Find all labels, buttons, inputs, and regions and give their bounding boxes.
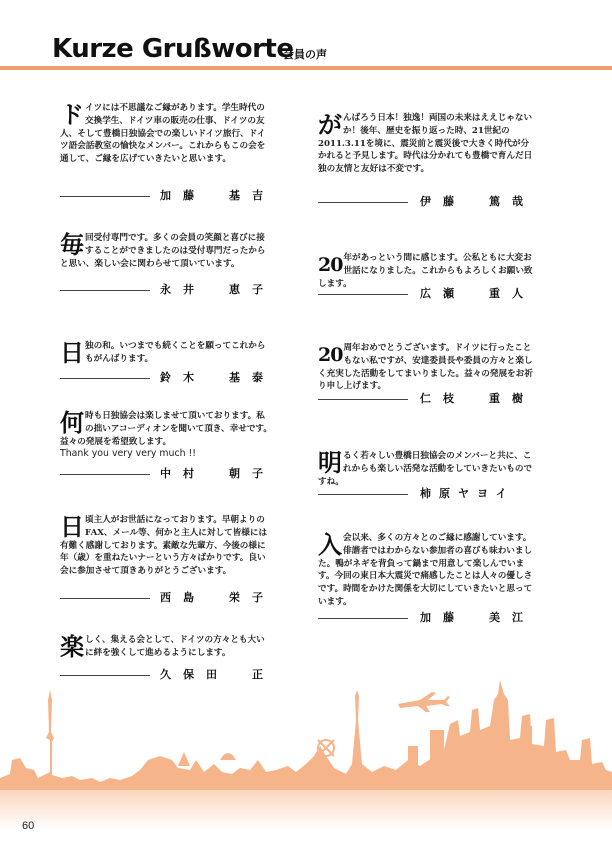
page-subtitle: 会員の声 bbox=[283, 48, 327, 61]
entry-signature bbox=[318, 194, 533, 210]
entry-author: 中村 朝子 bbox=[160, 467, 275, 480]
entry-initial: 日 bbox=[60, 338, 84, 367]
entry-author: 加藤 基吉 bbox=[160, 189, 275, 202]
greeting-entry bbox=[60, 232, 272, 270]
signature-rule bbox=[60, 598, 150, 599]
entry-initial: が bbox=[318, 110, 342, 139]
entry-signature bbox=[318, 286, 533, 302]
entry-signature bbox=[60, 466, 275, 482]
entry-text: るく若々しい豊橋日独協会のメンバーと共に、これからも楽しい活発な活動をしていきたいものですね。 bbox=[318, 451, 533, 487]
entry-initial: 20 bbox=[318, 344, 343, 366]
entry-signature bbox=[318, 610, 533, 626]
greeting-entry bbox=[318, 450, 533, 488]
entry-initial: 楽 bbox=[60, 632, 84, 661]
greeting-entry bbox=[318, 342, 533, 393]
entry-author: 柿原ヤヨイ bbox=[420, 487, 515, 500]
entry-author: 広瀬 重人 bbox=[420, 287, 535, 300]
greeting-entry bbox=[318, 252, 533, 290]
entry-author: 加藤 美江 bbox=[420, 611, 535, 624]
entry-text: 年があっという間に感じます。公私ともに大変お世話になりました。これからもよろしくお願い致します。 bbox=[318, 253, 533, 289]
entry-initial: 明 bbox=[318, 448, 342, 477]
entry-author: 西島 栄子 bbox=[160, 591, 275, 604]
signature-rule bbox=[318, 399, 408, 400]
signature-rule bbox=[60, 290, 150, 291]
entry-text: んばろう日本！独逸！両国の未来はええじゃないか！後年、歴史を振り返った時、21世紀の2011.3.11を境に、震災前と震災後で大きく時代が分かれると予見します。時代は分かれても豊橋で育んだ日独の友情と友好は不変です。 bbox=[318, 113, 533, 175]
entry-text: 回受付専門です。多くの会員の笑顔と喜びに接することができましたのは受付専門だったからと思い、楽しい会に関わらせて頂いています。 bbox=[60, 233, 266, 269]
entry-text: イツには不思議なご縁があります。学生時代の交換学生、ドイツ車の販売の仕事、ドイツの友人、そして豊橋日独協会での楽しいドイツ旅行、ドイツ語会話教室の愉快なメンバー。これからもこの会を通して、ご縁を広げていきたいと思います。 bbox=[60, 103, 266, 165]
page-header bbox=[0, 0, 612, 72]
entry-signature bbox=[60, 370, 275, 386]
signature-rule bbox=[60, 196, 150, 197]
airplane-icon bbox=[398, 692, 450, 712]
greeting-entry bbox=[60, 340, 272, 366]
greeting-entry bbox=[60, 514, 272, 578]
greeting-entry bbox=[60, 410, 272, 461]
entry-initial: 入 bbox=[318, 530, 342, 559]
entry-initial: 20 bbox=[318, 254, 343, 276]
greeting-entry bbox=[318, 532, 533, 609]
page-title: Kurze Grußworte bbox=[52, 34, 294, 64]
entry-english-text: Thank you very very much !! bbox=[60, 448, 197, 460]
signature-rule bbox=[318, 618, 408, 619]
greeting-entry bbox=[318, 112, 533, 176]
entry-author: 伊藤 篤哉 bbox=[420, 195, 535, 208]
entry-text: 独の和。いつまでも続くことを願ってこれからもがんばります。 bbox=[85, 341, 266, 364]
entry-initial: 何 bbox=[60, 408, 84, 437]
skyline-buildings bbox=[0, 680, 612, 790]
entry-signature bbox=[318, 391, 533, 407]
signature-rule bbox=[318, 494, 408, 495]
entry-signature bbox=[60, 590, 275, 606]
greeting-entry bbox=[60, 634, 272, 660]
entry-signature bbox=[60, 188, 275, 204]
header-rule bbox=[0, 66, 612, 70]
entry-author: 仁枝 重樹 bbox=[420, 392, 535, 405]
signature-rule bbox=[318, 202, 408, 203]
entry-text: 時も日独協会は楽しませて頂いております。私の拙いアコーディオンを聞いて頂き、幸せです。益々の発展を希望致します。 bbox=[60, 411, 272, 447]
entry-initial: 日 bbox=[60, 512, 84, 541]
page-number: 60 bbox=[22, 820, 35, 832]
entry-text: 頃主人がお世話になっております。早朝よりのFAX、メール等、何かと主人に対して皆様には有難く感謝しております。素敵な先輩方、今後の様に年（歳）を重ねたいナーという方々ばかりです。良い会に参加させて頂きありがとうございます。 bbox=[60, 515, 268, 577]
greeting-entry bbox=[60, 102, 272, 166]
entry-initial: ド bbox=[60, 100, 84, 129]
signature-rule bbox=[318, 294, 408, 295]
entry-signature bbox=[318, 486, 533, 502]
entry-text: 周年おめでとうございます。ドイツに行ったこともない私ですが、安達委員長や委員の方々と楽しく充実した活動をしてまいりました。益々の発展をお祈り申し上げます。 bbox=[318, 343, 533, 392]
entry-text: しく、集える会として、ドイツの方々とも大いに絆を強くして進めるようにします。 bbox=[85, 635, 265, 658]
entry-initial: 毎 bbox=[60, 230, 84, 259]
entry-author: 鈴木 基泰 bbox=[160, 371, 275, 384]
city-skyline-illustration bbox=[0, 660, 612, 840]
skyline-reflection bbox=[0, 790, 612, 830]
entry-signature bbox=[60, 282, 275, 298]
signature-rule bbox=[60, 378, 150, 379]
entry-author: 久保田 正 bbox=[160, 668, 275, 681]
entry-text: 会以来、多くの方々とのご縁に感謝しています。俳諧者ではわからない参加者の喜びも味わいました。鴨がネギを背負って鍋まで用意して楽しんでいます。今回の東日本大震災で痛感したことは人々の優しさです。時間をかけた関係を大切にしていきたいと思っています。 bbox=[318, 533, 533, 607]
signature-rule bbox=[60, 474, 150, 475]
entry-author: 永井 恵子 bbox=[160, 283, 275, 296]
